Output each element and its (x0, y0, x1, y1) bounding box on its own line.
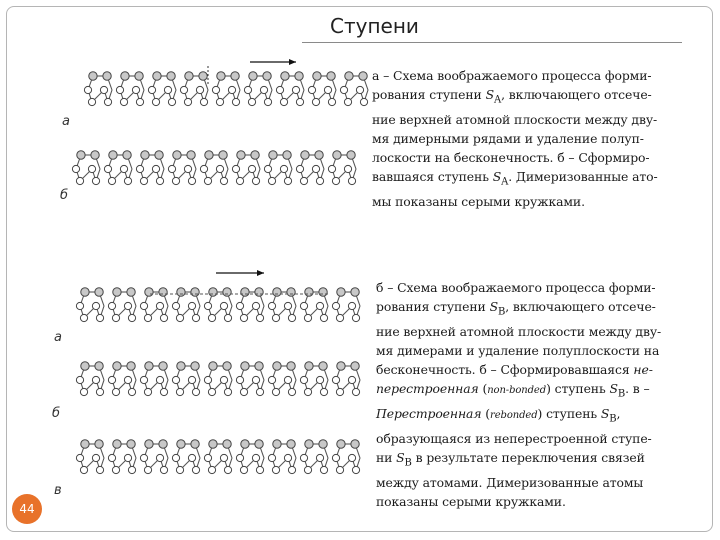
caption-line: а – Схема воображаемого процесса форми- (372, 68, 652, 83)
atom (191, 288, 199, 296)
atom (188, 454, 195, 461)
atom (180, 86, 187, 93)
atom (212, 86, 219, 93)
caption-line: мя димерными рядами и удаление полуп- (372, 131, 644, 147)
atom (232, 165, 239, 172)
atom (96, 314, 103, 321)
atom (360, 98, 367, 105)
caption-line: ние верхней атомной плоскости между дву- (376, 323, 662, 339)
atom (256, 388, 263, 395)
atom (108, 302, 115, 309)
atom (337, 362, 345, 370)
atom (172, 302, 179, 309)
atom (284, 302, 291, 309)
atom (192, 466, 199, 473)
atom (337, 440, 345, 448)
atom (219, 151, 227, 159)
atom (168, 165, 175, 172)
atom (284, 376, 291, 383)
atom (113, 288, 121, 296)
atom (252, 302, 259, 309)
slide-title: Ступени (330, 14, 419, 38)
atom (240, 466, 247, 473)
atom (216, 165, 223, 172)
atom (312, 165, 319, 172)
atom (92, 454, 99, 461)
atom (124, 454, 131, 461)
atom (128, 388, 135, 395)
caption-line: мя димерами и удаление полуплоскости на (376, 343, 660, 359)
atom (296, 98, 303, 105)
atom (91, 151, 99, 159)
atom (268, 302, 275, 309)
atom (176, 314, 183, 321)
atom (348, 376, 355, 383)
atom (209, 362, 217, 370)
atom (276, 86, 283, 93)
panel-label-bottom-v: в (54, 483, 62, 498)
atom (127, 362, 135, 370)
atom (172, 376, 179, 383)
atom (316, 302, 323, 309)
atom (348, 454, 355, 461)
atom (160, 314, 167, 321)
atom (209, 440, 217, 448)
atom (109, 151, 117, 159)
atom (205, 151, 213, 159)
atom (241, 288, 249, 296)
atom (196, 86, 203, 93)
atom (320, 388, 327, 395)
atom (141, 151, 149, 159)
atom (204, 376, 211, 383)
atom (296, 165, 303, 172)
atom (264, 98, 271, 105)
atom (108, 177, 115, 184)
atom (103, 72, 111, 80)
atom (188, 302, 195, 309)
atom (344, 165, 351, 172)
atom (241, 440, 249, 448)
atom (241, 362, 249, 370)
atom (352, 314, 359, 321)
caption-line: перестроенная (non-bonded) ступень $S_B$. в – (376, 381, 650, 400)
atom (145, 288, 153, 296)
atom (288, 388, 295, 395)
atom (140, 454, 147, 461)
caption-step-sb (376, 278, 706, 511)
atom (300, 177, 307, 184)
atom (272, 314, 279, 321)
atom (156, 454, 163, 461)
atom (81, 440, 89, 448)
atom (224, 314, 231, 321)
atom (336, 466, 343, 473)
atom (72, 165, 79, 172)
atom (283, 151, 291, 159)
atom (135, 72, 143, 80)
atom (192, 314, 199, 321)
page-number-badge: 44 (12, 494, 42, 524)
caption-step-sa (372, 66, 702, 211)
atom (192, 388, 199, 395)
atom (304, 314, 311, 321)
atom (268, 376, 275, 383)
atom (95, 440, 103, 448)
atom (208, 466, 215, 473)
atom (77, 151, 85, 159)
atom (217, 72, 225, 80)
panel-label-top-b: б (60, 188, 69, 203)
atom (269, 151, 277, 159)
atom (340, 86, 347, 93)
atom (268, 177, 275, 184)
atom (159, 440, 167, 448)
atom (113, 440, 121, 448)
atom (328, 98, 335, 105)
atom (209, 288, 217, 296)
atom (248, 98, 255, 105)
atom (156, 376, 163, 383)
atom (284, 177, 291, 184)
atom (159, 288, 167, 296)
atom (305, 440, 313, 448)
atom (76, 376, 83, 383)
atom (144, 314, 151, 321)
atom (185, 72, 193, 80)
atom (288, 314, 295, 321)
panel-label-bottom-b: б (52, 406, 61, 421)
atom (244, 86, 251, 93)
caption-line: ние верхней атомной плоскости между дву- (372, 111, 658, 127)
atom (204, 177, 211, 184)
atom (204, 454, 211, 461)
atom (324, 86, 331, 93)
atom (188, 376, 195, 383)
atom (140, 177, 147, 184)
atom (305, 362, 313, 370)
atom (191, 362, 199, 370)
atom (96, 466, 103, 473)
atom (351, 440, 359, 448)
atom (272, 388, 279, 395)
atom (188, 177, 195, 184)
atom (231, 72, 239, 80)
atom (116, 86, 123, 93)
atom (284, 454, 291, 461)
atom (132, 86, 139, 93)
atom (144, 466, 151, 473)
atom (301, 151, 309, 159)
atom (176, 388, 183, 395)
atom (287, 288, 295, 296)
atom (104, 98, 111, 105)
atom (140, 302, 147, 309)
atom (232, 98, 239, 105)
atom (348, 177, 355, 184)
atom (88, 98, 95, 105)
atom (172, 454, 179, 461)
atom (76, 302, 83, 309)
atom (100, 86, 107, 93)
atom (81, 362, 89, 370)
atom (345, 72, 353, 80)
atom (351, 362, 359, 370)
atom (145, 440, 153, 448)
atom (280, 165, 287, 172)
atom (351, 288, 359, 296)
caption-line: Перестроенная (rebonded) ступень $S_B$, (376, 406, 621, 425)
atom (104, 165, 111, 172)
atom (124, 376, 131, 383)
atom (160, 388, 167, 395)
caption-line: б – Схема воображаемого процесса форми- (376, 280, 656, 295)
atom (344, 98, 351, 105)
atom (208, 314, 215, 321)
atom (76, 177, 83, 184)
atom (92, 302, 99, 309)
atom (204, 302, 211, 309)
atom (273, 362, 281, 370)
atom (320, 466, 327, 473)
atom (112, 388, 119, 395)
atom (264, 165, 271, 172)
atom (123, 151, 131, 159)
arrow-head (257, 270, 264, 276)
atom (223, 362, 231, 370)
atom (89, 72, 97, 80)
atom (80, 388, 87, 395)
atom (80, 314, 87, 321)
panel-label-top-a: а (62, 114, 70, 129)
atom (287, 362, 295, 370)
atom (92, 376, 99, 383)
atom (95, 362, 103, 370)
atom (173, 151, 181, 159)
atom (144, 388, 151, 395)
atom (347, 151, 355, 159)
atom (251, 151, 259, 159)
atom (252, 376, 259, 383)
atom (236, 177, 243, 184)
atom (252, 454, 259, 461)
atom (76, 454, 83, 461)
atom (352, 388, 359, 395)
atom (300, 302, 307, 309)
atom (256, 466, 263, 473)
caption-line: бесконечность. б – Сформировавшаяся не- (376, 362, 653, 378)
atom (172, 177, 179, 184)
atom (292, 86, 299, 93)
atom (155, 151, 163, 159)
caption-line: образующаяся из неперестроенной ступе- (376, 430, 652, 446)
atom (359, 72, 367, 80)
atom (112, 466, 119, 473)
panel-label-bottom-a: а (54, 330, 62, 345)
atom (228, 86, 235, 93)
atom (315, 151, 323, 159)
atom (300, 454, 307, 461)
atom (136, 165, 143, 172)
atom (287, 440, 295, 448)
atom (160, 466, 167, 473)
atom (145, 362, 153, 370)
atom (304, 466, 311, 473)
atom (288, 466, 295, 473)
atom (220, 454, 227, 461)
atom (88, 165, 95, 172)
atom (152, 98, 159, 105)
atom (295, 72, 303, 80)
atom (108, 454, 115, 461)
arrow-head (289, 59, 296, 65)
atom (167, 72, 175, 80)
atom (108, 376, 115, 383)
atom (200, 165, 207, 172)
caption-line: вавшаяся ступень $S_A$. Димеризованные ато- (372, 169, 658, 188)
atom (352, 466, 359, 473)
atom (200, 98, 207, 105)
atom (184, 98, 191, 105)
caption-line: лоскости на бесконечность. б – Сформиро- (372, 150, 650, 166)
atom (168, 98, 175, 105)
caption-line: ни $S_B$ в результате переключения связей (376, 450, 645, 469)
atom (220, 302, 227, 309)
caption-line: показаны серыми кружками. (376, 493, 566, 509)
atom (312, 98, 319, 105)
atom (249, 72, 257, 80)
atom (280, 98, 287, 105)
atom (124, 177, 131, 184)
atom (113, 362, 121, 370)
atom (327, 72, 335, 80)
atom (80, 466, 87, 473)
atom (272, 466, 279, 473)
atom (191, 440, 199, 448)
atom (256, 314, 263, 321)
caption-line: мы показаны серыми кружками. (372, 194, 585, 210)
atom (199, 72, 207, 80)
atom (128, 314, 135, 321)
atom (305, 288, 313, 296)
atom (319, 362, 327, 370)
atom (319, 288, 327, 296)
atom (159, 362, 167, 370)
atom (333, 151, 341, 159)
atom (95, 288, 103, 296)
atom (177, 440, 185, 448)
atom (332, 454, 339, 461)
atom (255, 288, 263, 296)
atom (263, 72, 271, 80)
atom (356, 86, 363, 93)
atom (127, 440, 135, 448)
atom (124, 302, 131, 309)
atom (127, 288, 135, 296)
atom (96, 388, 103, 395)
atom (337, 288, 345, 296)
atom (316, 376, 323, 383)
atom (187, 151, 195, 159)
atom (304, 388, 311, 395)
atom (128, 466, 135, 473)
atom (316, 177, 323, 184)
atom (308, 86, 315, 93)
atom (240, 314, 247, 321)
atom (237, 151, 245, 159)
atom (208, 388, 215, 395)
atom (120, 98, 127, 105)
atom (224, 388, 231, 395)
caption-line: рования ступени $S_A$, включающего отсече- (372, 87, 652, 106)
atom (281, 72, 289, 80)
atom (328, 165, 335, 172)
caption-line: рования ступени $S_B$, включающего отсече- (376, 299, 656, 318)
atom (177, 362, 185, 370)
atom (136, 98, 143, 105)
caption-line: между атомами. Димеризованные атомы (376, 474, 644, 490)
atom (236, 454, 243, 461)
atom (332, 177, 339, 184)
atom (236, 302, 243, 309)
atom (153, 72, 161, 80)
atom (224, 466, 231, 473)
atom (112, 314, 119, 321)
atom (156, 302, 163, 309)
atom (120, 165, 127, 172)
atom (336, 388, 343, 395)
atom (300, 376, 307, 383)
atom (121, 72, 129, 80)
atom (81, 288, 89, 296)
atom (177, 288, 185, 296)
atom (176, 466, 183, 473)
atom (252, 177, 259, 184)
atom (223, 288, 231, 296)
atom (164, 86, 171, 93)
atom (248, 165, 255, 172)
atom (268, 454, 275, 461)
atom (220, 376, 227, 383)
atom (184, 165, 191, 172)
atom (236, 376, 243, 383)
atom (332, 302, 339, 309)
atom (320, 314, 327, 321)
atom (152, 165, 159, 172)
atom (140, 376, 147, 383)
atom (255, 440, 263, 448)
atom (260, 86, 267, 93)
atom (223, 440, 231, 448)
atom (319, 440, 327, 448)
atom (273, 288, 281, 296)
atom (216, 98, 223, 105)
atom (156, 177, 163, 184)
atom (336, 314, 343, 321)
atom (220, 177, 227, 184)
atom (348, 302, 355, 309)
atom (84, 86, 91, 93)
atom (255, 362, 263, 370)
atom (148, 86, 155, 93)
atom (316, 454, 323, 461)
atom (273, 440, 281, 448)
atom (240, 388, 247, 395)
atom (92, 177, 99, 184)
atom (313, 72, 321, 80)
atom (332, 376, 339, 383)
